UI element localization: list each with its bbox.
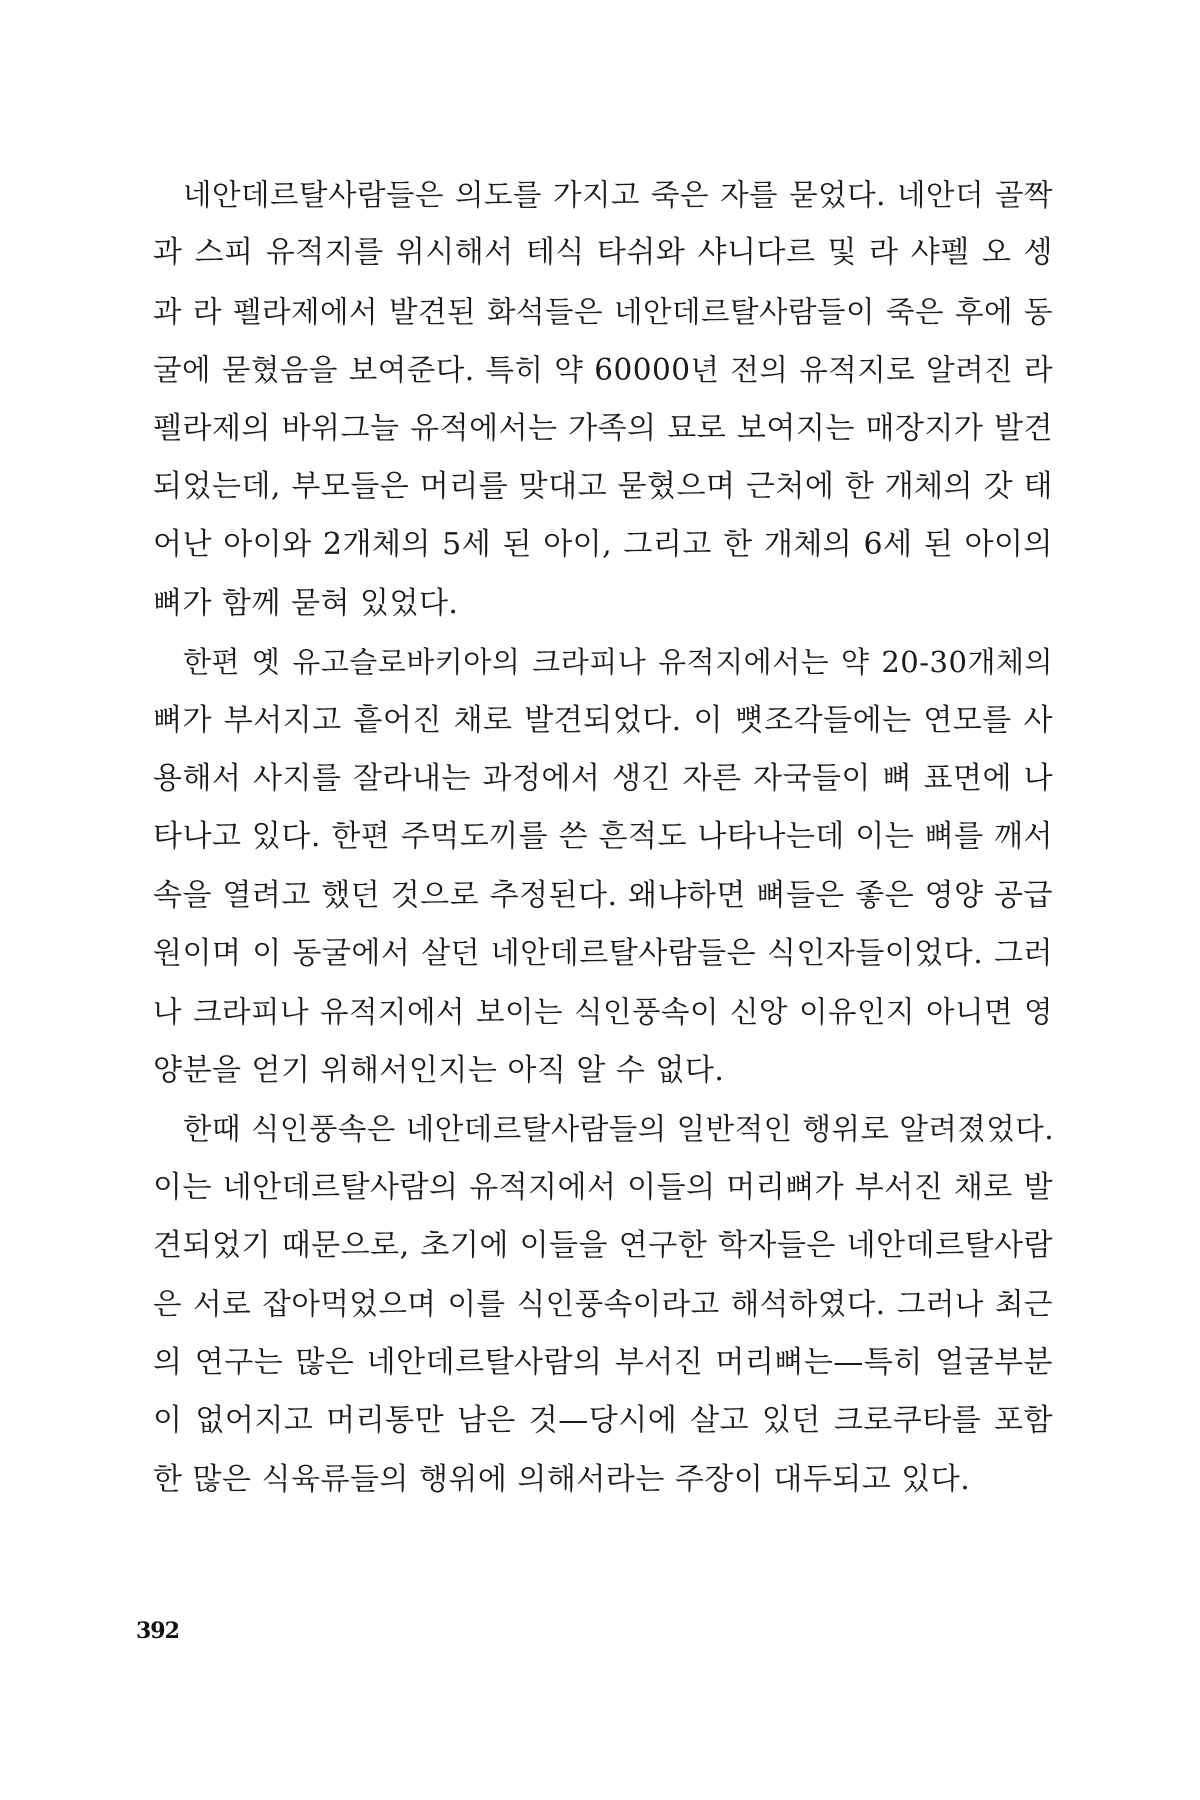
text-line: 양분을 얻기 위해서인지는 아직 알 수 없다. bbox=[153, 1052, 725, 1088]
text-line: 펠라제의 바위그늘 유적에서는 가족의 묘로 보여지는 매장지가 발견 bbox=[153, 410, 1053, 446]
text-line: 한편 옛 유고슬로바키아의 크라피나 유적지에서는 약 20-30개체의 bbox=[183, 645, 1053, 680]
text-line: 과 스피 유적지를 위시해서 테식 타쉬와 샤니다르 및 라 샤펠 오 셍 bbox=[153, 235, 1053, 271]
text-line: 이는 네안데르탈사람의 유적지에서 이들의 머리뼈가 부서진 채로 발 bbox=[153, 1169, 1053, 1205]
text-line: 원이며 이 동굴에서 살던 네안데르탈사람들은 식인자들이었다. 그러 bbox=[153, 936, 1053, 972]
text-line: 용해서 사지를 잘라내는 과정에서 생긴 자른 자국들이 뼈 표면에 나 bbox=[153, 760, 1053, 796]
paragraph-2 bbox=[153, 633, 1053, 1100]
text-line: 네안데르탈사람들은 의도를 가지고 죽은 자를 묻었다. 네안더 골짝 bbox=[183, 178, 1053, 212]
paragraph-1 bbox=[153, 166, 1053, 633]
text-line: 어난 아이와 2개체의 5세 된 아이, 그리고 한 개체의 6세 된 아이의 bbox=[153, 527, 1053, 563]
text-line: 은 서로 잡아먹었으며 이를 식인풍속이라고 해석하였다. 그러나 최근 bbox=[153, 1287, 1053, 1322]
text-line: 타나고 있다. 한편 주먹도끼를 쓴 흔적도 나타나는데 이는 뼈를 깨서 bbox=[153, 819, 1053, 855]
text-line: 한때 식인풍속은 네안데르탈사람들의 일반적인 행위로 알려졌었다. bbox=[183, 1112, 1055, 1147]
text-line: 굴에 묻혔음을 보여준다. 특히 약 60000년 전의 유적지로 알려진 라 bbox=[153, 353, 1053, 388]
text-line: 의 연구는 많은 네안데르탈사람의 부서진 머리뼈는—특히 얼굴부분 bbox=[153, 1344, 1053, 1380]
text-line: 견되었기 때문으로, 초기에 이들을 연구한 학자들은 네안데르탈사람 bbox=[153, 1228, 1053, 1264]
text-line: 나 크라피나 유적지에서 보이는 식인풍속이 신앙 이유인지 아니면 영 bbox=[153, 995, 1053, 1030]
text-line: 뼈가 부서지고 흩어진 채로 발견되었다. 이 뼛조각들에는 연모를 사 bbox=[153, 702, 1053, 738]
text-line: 이 없어지고 머리통만 남은 것—당시에 살고 있던 크로쿠타를 포함 bbox=[153, 1403, 1053, 1439]
paragraph-3 bbox=[153, 1100, 1053, 1509]
text-line: 되었는데, 부모들은 머리를 맞대고 묻혔으며 근처에 한 개체의 갓 태 bbox=[153, 468, 1053, 504]
text-line: 과 라 펠라제에서 발견된 화석들은 네안데르탈사람들이 죽은 후에 동 bbox=[153, 294, 1053, 329]
body-text bbox=[153, 166, 1053, 1509]
page-number: 392 bbox=[136, 1618, 179, 1644]
text-line: 한 많은 식육류들의 행위에 의해서라는 주장이 대두되고 있다. bbox=[153, 1461, 971, 1497]
text-line: 뼈가 함께 묻혀 있었다. bbox=[153, 585, 459, 621]
text-line: 속을 열려고 했던 것으로 추정된다. 왜냐하면 뼈들은 좋은 영양 공급 bbox=[153, 877, 1053, 913]
